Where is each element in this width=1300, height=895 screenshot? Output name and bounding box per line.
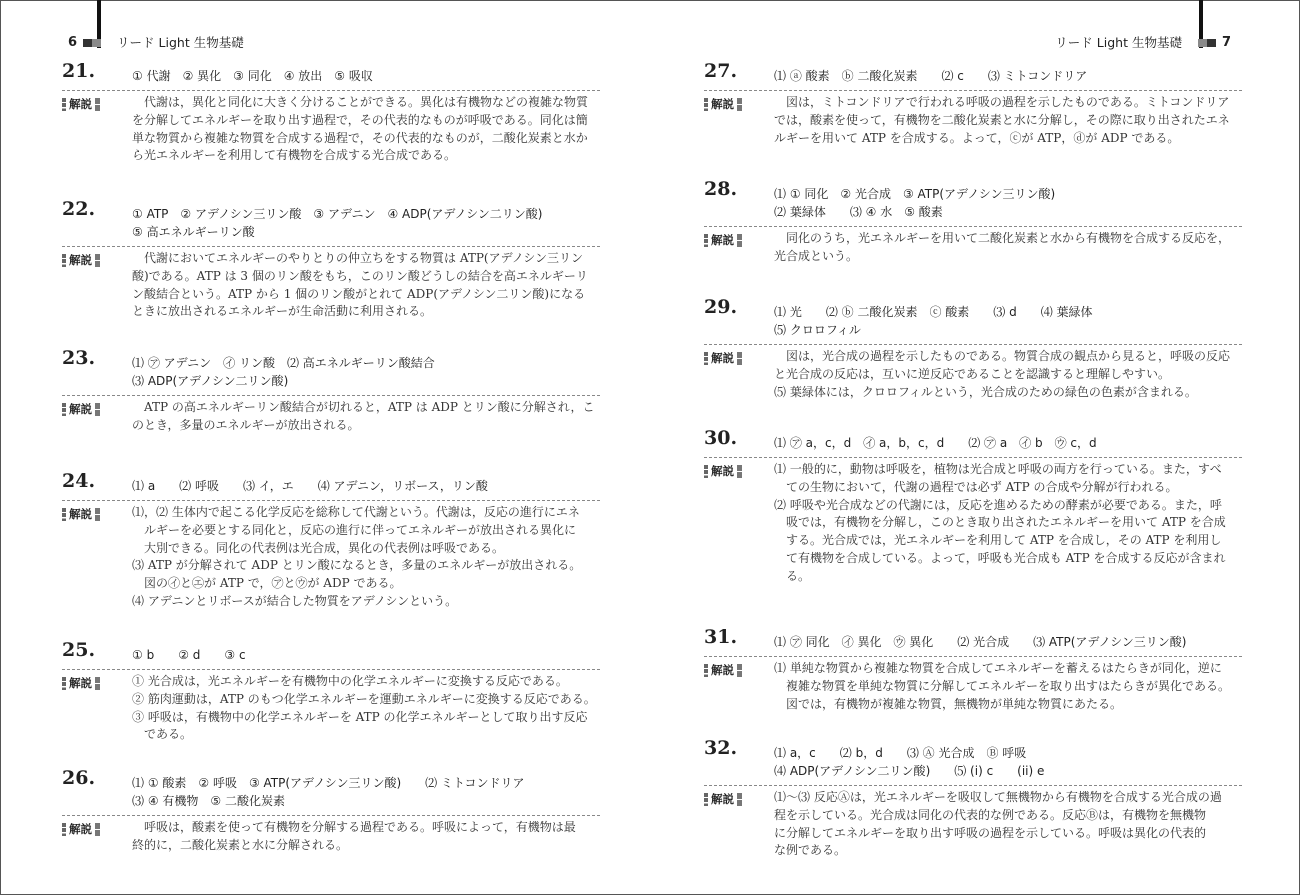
explanation-line: 代謝は，異化と同化に大きく分けることができる。異化は有機物などの複雑な物質 [132,95,589,109]
explanation-text [774,461,1226,586]
explanation-text [774,94,1230,147]
explanation-line: 大別できる。同化の代表例は光合成，異化の代表例は呼吸である。 [132,540,505,555]
dashed-rule [62,246,600,247]
explanation-line: のとき，多量のエネルギーが放出される。 [132,417,360,432]
explanation-line: ルギーを必要とする同化と，反応の進行に伴ってエネルギーが放出される異化に [132,522,577,537]
explanation-badge [62,821,100,837]
badge-bar-icon [737,793,742,806]
badge-label: 解説 [711,351,734,365]
explanation-line: する。光合成では，光エネルギーを利用して ATP を合成し，その ATP を利用し [774,533,1222,548]
explanation-badge [704,232,742,248]
badge-bar-icon [62,403,66,416]
answer-line: ⑴ ㋐ アデニン ㋑ リン酸 ⑵ 高エネルギーリン酸結合 [132,356,435,370]
answer-line: ⑴ ㋐ 同化 ㋑ 異化 ㋒ 異化 ⑵ 光合成 ⑶ ATP(アデノシン三リン酸) [774,635,1187,649]
explanation-line: 終的に，二酸化炭素と水に分解される。 [132,837,349,852]
answer-line: ⑷ ADP(アデノシン二リン酸) ⑸ (i) c (ii) e [774,764,1045,778]
badge-label: 解説 [711,663,734,677]
explanation-line: ⑴～⑶ 反応Ⓐは，光エネルギーを吸収して無機物から有機物を合成する光合成の過 [774,790,1222,804]
explanation-line: ら光エネルギーを利用して有機物を合成する光合成である。 [132,148,457,163]
dashed-rule [62,500,600,501]
badge-label: 解説 [69,253,92,267]
explanation-text [774,348,1230,401]
answer-line: ① ATP ② アデノシン三リン酸 ③ アデニン ④ ADP(アデノシン二リン酸) [132,207,543,221]
dashed-rule [704,90,1242,91]
dashed-rule [704,226,1242,227]
answer-block [774,633,1186,651]
answer-line: ⑴ 光 ⑵ ⓑ 二酸化炭素 ⓒ 酸素 ⑶ d ⑷ 葉緑体 [774,305,1093,319]
explanation-line: ② 筋肉運動は，ATP のもつ化学エネルギーを運動エネルギーに変換する反応である。 [132,691,596,706]
explanation-line: 代謝においてエネルギーのやりとりの仲立ちをする物質は ATP(アデノシン三リン [132,251,583,265]
badge-label: 解説 [711,464,734,478]
badge-bar-icon [95,254,100,267]
dashed-rule [62,395,600,396]
explanation-line: 図は，光合成の過程を示したものである。物質合成の観点から見ると，呼吸の反応 [774,349,1231,363]
explanation-badge [704,791,742,807]
problem-number: 22. [62,198,96,220]
answer-block [774,434,1097,452]
answer-block [132,205,542,241]
explanation-badge [704,350,742,366]
explanation-line: 単な物質から複雑な物質を合成する過程で，その代表的なものが，二酸化炭素と水か [132,130,588,145]
badge-bar-icon [704,352,708,365]
explanation-line: ルギーを用いて ATP を合成する。よって，ⓒが ATP，ⓓが ADP である。 [774,130,1180,145]
explanation-line: 程を示している。光合成は同化の代表的な例である。反応Ⓑは，有機物を無機物 [774,807,1207,822]
explanation-text [774,230,1230,266]
answer-block [774,185,1055,221]
dashed-rule [704,457,1242,458]
answer-block [132,67,373,85]
explanation-line: 図の㋑と㋓が ATP で，㋐と㋒が ADP である。 [132,576,402,591]
book-title-left: リード Light 生物基礎 [117,35,244,50]
explanation-line: ① 光合成は，光エネルギーを有機物中の化学エネルギーに変換する反応である。 [132,674,568,688]
badge-bar-icon [737,352,742,365]
problem-number: 32. [704,737,738,759]
explanation-text [132,819,576,855]
answer-line: ① 代謝 ② 異化 ③ 同化 ④ 放出 ⑤ 吸収 [132,69,373,83]
answer-block [774,303,1093,339]
dashed-rule [62,90,600,91]
badge-bar-icon [95,403,100,416]
explanation-badge [704,96,742,112]
left-header [68,33,244,51]
badge-bar-icon [704,465,708,478]
page-number-right: 7 [1221,34,1231,50]
badge-bar-icon [737,664,742,677]
answer-line: ⑴ a ⑵ 呼吸 ⑶ イ，エ ⑷ アデニン，リボース，リン酸 [132,479,488,493]
explanation-line: ③ 呼吸は，有機物中の化学エネルギーを ATP の化学エネルギーとして取り出す反応 [132,709,588,724]
explanation-line: である。 [132,727,193,742]
answer-line: ⑶ ADP(アデノシン二リン酸) [132,374,289,388]
explanation-line: 複雑な物質を単純な物質に分解してエネルギーを取り出すはたらきが異化である。 [774,678,1231,693]
answer-block [132,354,435,390]
explanation-line: る。 [774,568,811,583]
badge-label: 解説 [711,792,734,806]
explanation-line: ときに放出されるエネルギーが生命活動に利用される。 [132,304,433,319]
badge-bar-icon [704,664,708,677]
answer-line: ⑶ ④ 有機物 ⑤ 二酸化炭素 [132,794,285,808]
problem-number: 27. [704,60,738,82]
explanation-line: ⑵ 呼吸や光合成などの代謝には，反応を進めるための酵素が必要である。また，呼 [774,497,1222,512]
badge-bar-icon [62,508,66,521]
explanation-badge [704,662,742,678]
explanation-line: ン酸結合という。ATP から 1 個のリン酸がとれて ADP(アデノシン二リン酸)になる [132,286,586,301]
explanation-text [774,660,1230,713]
explanation-badge [62,96,100,112]
badge-bar-icon [62,254,66,267]
explanation-line: ⑸ 葉緑体には，クロロフィルという，光合成のための緑色の色素が含まれる。 [774,384,1197,399]
explanation-line: て有機物を合成している。よって，呼吸も光合成も ATP を合成する反応が含まれ [774,550,1226,565]
explanation-line: 呼吸は，酸素を使って有機物を分解する過程である。呼吸によって，有機物は最 [132,820,576,834]
problem-number: 28. [704,178,738,200]
badge-label: 解説 [711,97,734,111]
explanation-text [132,673,596,744]
answer-block [774,67,1087,85]
explanation-line: 同化のうち，光エネルギーを用いて二酸化炭素と水から有機物を合成する反応を， [774,231,1231,245]
problem-number: 23. [62,347,96,369]
answer-line: ① b ② d ③ c [132,648,246,662]
explanation-text [132,94,588,165]
header-mark [83,35,101,50]
explanation-text [774,789,1222,860]
badge-label: 解説 [69,822,92,836]
badge-bar-icon [95,677,100,690]
explanation-text [132,399,595,435]
badge-bar-icon [737,465,742,478]
explanation-line: に分解してエネルギーを取り出す呼吸の過程を示している。呼吸は異化の代表的 [774,825,1207,840]
problem-number: 26. [62,767,96,789]
answer-line: ⑸ クロロフィル [774,323,861,337]
badge-label: 解説 [69,97,92,111]
problem-number: 30. [704,427,738,449]
answer-line: ⑵ 葉緑体 ⑶ ④ 水 ⑤ 酸素 [774,205,943,219]
explanation-line: ⑴ 単純な物質から複雑な物質を合成してエネルギーを蓄えるはたらきが同化，逆に [774,661,1222,675]
explanation-badge [704,463,742,479]
badge-bar-icon [62,677,66,690]
answer-line: ⑤ 高エネルギーリン酸 [132,225,255,239]
explanation-line: ⑴，⑵ 生体内で起こる化学反応を総称して代謝という。代謝は，反応の進行にエネ [132,505,580,519]
badge-bar-icon [95,98,100,111]
answer-line: ⑴ ⓐ 酸素 ⓑ 二酸化炭素 ⑵ c ⑶ ミトコンドリア [774,69,1088,83]
answer-block [132,477,488,495]
dashed-rule [704,656,1242,657]
explanation-line: ⑶ ATP が分解されて ADP とリン酸になるとき，多量のエネルギーが放出される。 [132,558,582,573]
book-title-right: リード Light 生物基礎 [1055,35,1182,50]
badge-bar-icon [95,508,100,521]
explanation-line: ての生物において，代謝の過程では必ず ATP の合成や分解が行われる。 [774,479,1178,494]
explanation-line: 吸では，有機物を分解し，このとき取り出されたエネルギーを用いて ATP を合成 [774,515,1226,530]
answer-block [132,646,246,664]
badge-bar-icon [62,98,66,111]
problem-number: 25. [62,639,96,661]
explanation-line: な例である。 [774,843,847,858]
badge-label: 解説 [69,676,92,690]
answer-line: ⑴ a，c ⑵ b，d ⑶ Ⓐ 光合成 Ⓑ 呼吸 [774,746,1027,760]
badge-bar-icon [704,234,708,247]
badge-bar-icon [737,234,742,247]
answer-line: ⑴ ㋐ a，c，d ㋑ a，b，c，d ⑵ ㋐ a ㋑ b ㋒ c，d [774,436,1097,450]
explanation-line: 酸)である。ATP は 3 個のリン酸をもち，このリン酸どうしの結合を高エネルギーリ [132,268,588,283]
explanation-line: ⑴ 一般的に，動物は呼吸を，植物は光合成と呼吸の両方を行っている。また，すべ [774,462,1222,476]
badge-label: 解説 [69,402,92,416]
problem-number: 29. [704,296,738,318]
problem-number: 21. [62,60,96,82]
dashed-rule [62,669,600,670]
badge-bar-icon [62,823,66,836]
dashed-rule [704,785,1242,786]
answer-block [132,774,524,810]
problem-number: 24. [62,470,96,492]
explanation-badge [62,506,100,522]
explanation-text [132,504,581,611]
explanation-text [132,250,588,321]
badge-label: 解説 [69,507,92,521]
answer-block [774,744,1044,780]
explanation-line: を分解してエネルギーを取り出す過程で，その代表的なものが呼吸である。同化は簡 [132,112,588,127]
right-header [1055,33,1231,51]
answer-line: ⑴ ① 酸素 ② 呼吸 ③ ATP(アデノシン三リン酸) ⑵ ミトコンドリア [132,776,525,790]
badge-bar-icon [737,98,742,111]
explanation-badge [62,252,100,268]
badge-label: 解説 [711,233,734,247]
header-mark [1198,35,1216,50]
badge-bar-icon [704,793,708,806]
explanation-badge [62,401,100,417]
explanation-line: ATP の高エネルギーリン酸結合が切れると，ATP は ADP とリン酸に分解され，こ [132,400,595,414]
explanation-line: では，酸素を使って，有機物を二酸化炭素と水に分解し，その際に取り出されたエネ [774,112,1230,127]
explanation-line: 図は，ミトコンドリアで行われる呼吸の過程を示したものである。ミトコンドリア [774,95,1230,109]
dashed-rule [62,815,600,816]
dashed-rule [704,344,1242,345]
explanation-line: ⑷ アデニンとリボースが結合した物質をアデノシンという。 [132,593,458,608]
answer-line: ⑴ ① 同化 ② 光合成 ③ ATP(アデノシン三リン酸) [774,187,1056,201]
explanation-line: と光合成の反応は，互いに逆反応であることを認識すると理解しやすい。 [774,366,1171,381]
page-number-left: 6 [68,34,78,50]
explanation-line: 光合成という。 [774,248,859,263]
explanation-line: 図では，有機物が複雑な物質，無機物が単純な物質にあたる。 [774,696,1123,711]
badge-bar-icon [95,823,100,836]
badge-bar-icon [704,98,708,111]
problem-number: 31. [704,626,738,648]
explanation-badge [62,675,100,691]
